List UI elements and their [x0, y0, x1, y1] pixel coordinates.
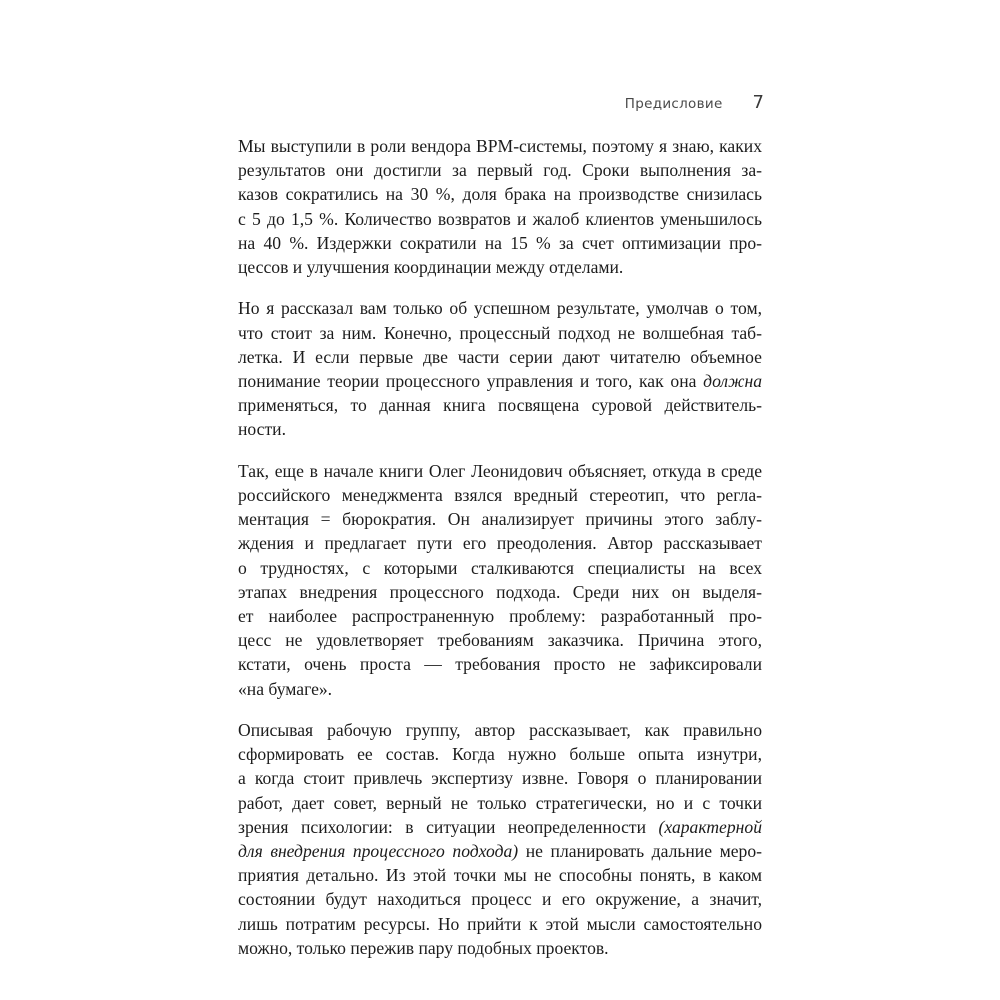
- text-line: [238, 134, 762, 158]
- text-segment: этапах внедрения процессного подхода. Среди них он выделя-: [238, 581, 762, 602]
- running-head: [625, 92, 764, 113]
- text-line: [238, 459, 762, 483]
- text-segment: Но я рассказал вам только об успешном результате, умолчав о том,: [238, 298, 762, 319]
- text-segment: можно, только пережив пару подобных проектов.: [238, 937, 609, 958]
- text-line: [238, 863, 762, 887]
- paragraph: [238, 134, 762, 279]
- text-segment: кстати, очень проста — требования просто не зафиксировали: [238, 654, 762, 675]
- text-line: [238, 677, 762, 701]
- text-segment: понимание теории процессного управления и того, как она: [238, 370, 704, 391]
- text-segment: Мы выступили в роли вендора BPM-системы, поэтому я знаю, каких: [238, 136, 762, 156]
- text-segment: ментация = бюрократия. Он анализирует причины этого заблу-: [238, 509, 762, 530]
- text-segment: а когда стоит привлечь экспертизу извне. Говоря о планировании: [238, 768, 762, 789]
- text-segment: состоянии будут находиться процесс и его окружение, а значит,: [238, 889, 762, 910]
- text-segment: не планировать дальние меро-: [518, 840, 762, 861]
- text-segment: казов сократились на 30 %, доля брака на производстве снизилась: [238, 184, 762, 205]
- text-line: [238, 791, 762, 815]
- text-line: [238, 182, 762, 206]
- text-segment: с 5 до 1,5 %. Количество возвратов и жалоб клиентов уменьшилось: [238, 208, 762, 229]
- text-line: [238, 912, 762, 936]
- text-segment: ждения и предлагает пути его преодоления. Автор рассказывает: [238, 533, 762, 554]
- text-line: [238, 231, 762, 255]
- italic-text: (характерной: [658, 816, 762, 837]
- page-number: 7: [752, 92, 764, 113]
- text-segment: работ, дает совет, верный не только стратегически, но и с точки: [238, 792, 762, 813]
- text-line: [238, 936, 762, 960]
- text-line: [238, 766, 762, 790]
- italic-text: для внедрения процессного подхода): [238, 840, 519, 861]
- text-line: [238, 887, 762, 911]
- paragraph: [238, 718, 762, 960]
- text-line: [238, 628, 762, 652]
- text-segment: летка. И если первые две части серии дают читателю объемное: [238, 346, 762, 367]
- text-line: [238, 742, 762, 766]
- text-line: [238, 531, 762, 555]
- text-line: [238, 652, 762, 676]
- text-line: [238, 296, 762, 320]
- text-segment: сформировать ее состав. Когда нужно больше опыта изнутри,: [238, 744, 762, 765]
- text-line: [238, 839, 762, 863]
- text-segment: ет наиболее распространенную проблему: разработанный про-: [238, 605, 762, 626]
- text-segment: Описывая рабочую группу, автор рассказывает, как правильно: [238, 720, 762, 741]
- text-segment: цесс не удовлетворяет требованиям заказчика. Причина этого,: [238, 630, 762, 651]
- body-text: [238, 134, 762, 977]
- paragraph: [238, 296, 762, 441]
- text-segment: ности.: [238, 419, 286, 440]
- text-line: [238, 556, 762, 580]
- text-segment: применяться, то данная книга посвящена суровой действитель-: [238, 395, 762, 416]
- text-segment: лишь потратим ресурсы. Но прийти к этой мысли самостоятельно: [238, 913, 762, 934]
- italic-text: должна: [703, 370, 762, 391]
- text-line: [238, 369, 762, 393]
- text-segment: зрения психологии: в ситуации неопределенности: [238, 816, 659, 837]
- text-line: [238, 718, 762, 742]
- text-segment: цессов и улучшения координации между отделами.: [238, 256, 624, 277]
- text-segment: результатов они достигли за первый год. Сроки выполнения за-: [238, 160, 762, 181]
- text-line: [238, 507, 762, 531]
- text-line: [238, 207, 762, 231]
- section-title: Предисловие: [624, 96, 723, 112]
- text-segment: приятия детально. Из этой точки мы не способны понять, в каком: [238, 865, 762, 886]
- text-line: [238, 345, 762, 369]
- text-segment: «на бумаге».: [238, 678, 333, 699]
- text-line: [238, 417, 762, 441]
- text-segment: российского менеджмента взялся вредный стереотип, что регла-: [238, 485, 762, 506]
- text-line: [238, 158, 762, 182]
- text-line: [238, 604, 762, 628]
- text-line: [238, 815, 762, 839]
- text-segment: Так, еще в начале книги Олег Леонидович объясняет, откуда в среде: [238, 460, 762, 481]
- text-line: [238, 580, 762, 604]
- text-line: [238, 321, 762, 345]
- text-line: [238, 255, 762, 279]
- text-segment: о трудностях, с которыми сталкиваются специалисты на всех: [238, 557, 762, 578]
- text-segment: на 40 %. Издержки сократили на 15 % за счет оптимизации про-: [238, 232, 762, 253]
- text-line: [238, 483, 762, 507]
- text-line: [238, 393, 762, 417]
- text-segment: что стоит за ним. Конечно, процессный подход не волшебная таб-: [238, 322, 762, 343]
- paragraph: [238, 459, 762, 701]
